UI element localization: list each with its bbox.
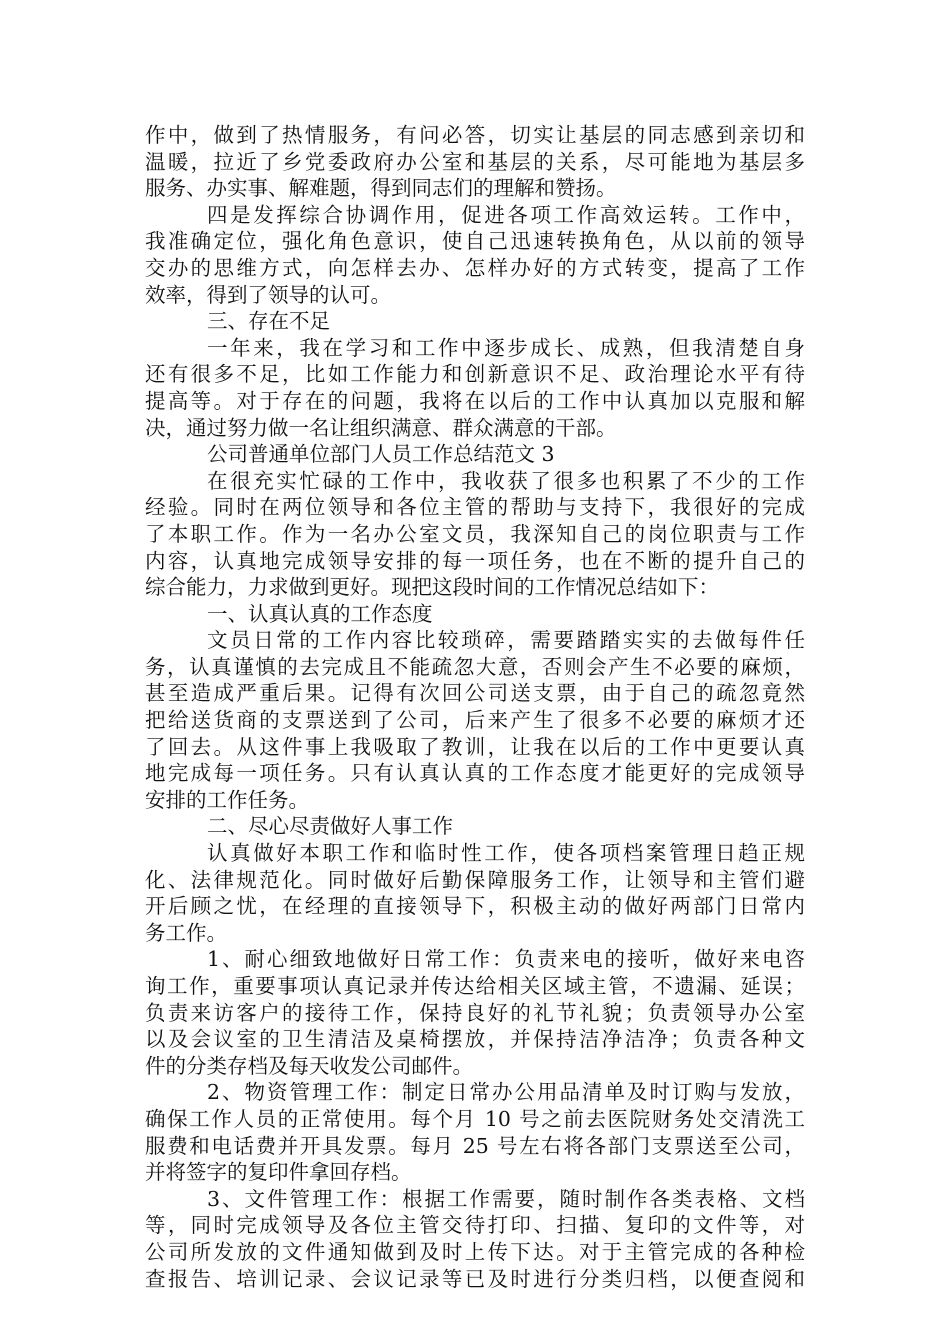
text-line: 安排的工作任务。	[145, 787, 309, 812]
text-line: 在很充实忙碌的工作中，我收获了很多也积累了不少的工作	[207, 468, 805, 493]
text-line: 地完成每一项任务。只有认真认真的工作态度才能更好的完成领导	[145, 761, 805, 786]
text-line: 提高等。对于存在的问题，我将在以后的工作中认真加以克服和解	[145, 388, 805, 413]
text-line: 等，同时完成领导及各位主管交待打印、扫描、复印的文件等，对	[145, 1213, 805, 1238]
text-line: 四是发挥综合协调作用，促进各项工作高效运转。工作中，	[207, 202, 805, 227]
text-line: 认真做好本职工作和临时性工作，使各项档案管理日趋正规	[207, 841, 805, 866]
text-line: 负责来访客户的接待工作，保持良好的礼节礼貌；负责领导办公室	[145, 1000, 805, 1025]
text-line: 文员日常的工作内容比较琐碎，需要踏踏实实的去做每件任	[207, 628, 805, 653]
text-line: 公司普通单位部门人员工作总结范文 3	[207, 442, 555, 467]
text-line: 效率，得到了领导的认可。	[145, 282, 391, 307]
text-line: 作中，做到了热情服务，有问必答，切实让基层的同志感到亲切和	[145, 123, 805, 147]
text-line: 询工作，重要事项认真记录并传达给相关区域主管，不遗漏、延误；	[145, 974, 805, 998]
text-line: 以及会议室的卫生清洁及桌椅摆放，并保持洁净洁净；负责各种文	[145, 1027, 805, 1052]
text-line: 二、尽心尽责做好人事工作	[207, 814, 453, 839]
text-line: 确保工作人员的正常使用。每个月 10 号之前去医院财务处交清洗工	[145, 1106, 805, 1131]
document-body	[145, 122, 805, 1292]
text-line: 1、耐心细致地做好日常工作：负责来电的接听，做好来电咨	[207, 947, 805, 972]
text-line: 件的分类存档及每天收发公司邮件。	[145, 1053, 473, 1078]
text-line: 服务、办实事、解难题，得到同志们的理解和赞扬。	[145, 176, 617, 201]
text-line: 一、认真认真的工作态度	[207, 601, 433, 626]
text-line: 综合能力，力求做到更好。现把这段时间的工作情况总结如下：	[145, 575, 719, 600]
text-line: 了本职工作。作为一名办公室文员，我深知自己的岗位职责与工作	[145, 521, 805, 546]
text-line: 一年来，我在学习和工作中逐步成长、成熟，但我清楚自身	[207, 335, 805, 360]
text-line: 2、物资管理工作：制定日常办公用品清单及时订购与发放，	[207, 1080, 805, 1105]
text-line: 决，通过努力做一名让组织满意、群众满意的干部。	[145, 415, 617, 440]
text-line: 三、存在不足	[207, 309, 330, 334]
text-line: 把给送货商的支票送到了公司，后来产生了很多不必要的麻烦才还	[145, 708, 805, 733]
text-line: 了回去。从这件事上我吸取了教训，让我在以后的工作中更要认真	[145, 734, 805, 759]
text-line: 公司所发放的文件通知做到及时上传下达。对于主管完成的各种检	[145, 1239, 805, 1264]
text-line: 服费和电话费并开具发票。每月 25 号左右将各部门支票送至公司，	[145, 1133, 805, 1158]
text-line: 并将签字的复印件拿回存档。	[145, 1160, 412, 1185]
text-line: 开后顾之忧，在经理的直接领导下，积极主动的做好两部门日常内	[145, 894, 805, 919]
text-line: 3、文件管理工作：根据工作需要，随时制作各类表格、文档	[207, 1186, 805, 1211]
text-line: 务工作。	[145, 920, 227, 945]
text-line: 经验。同时在两位领导和各位主管的帮助与支持下，我很好的完成	[145, 495, 805, 520]
text-line: 务，认真谨慎的去完成且不能疏忽大意，否则会产生不必要的麻烦，	[145, 654, 805, 679]
text-line: 内容，认真地完成领导安排的每一项任务，也在不断的提升自己的	[145, 548, 805, 573]
text-line: 化、法律规范化。同时做好后勤保障服务工作，让领导和主管们避	[145, 867, 805, 892]
text-line: 交办的思维方式，向怎样去办、怎样办好的方式转变，提高了工作	[145, 255, 805, 280]
text-line: 查报告、培训记录、会议记录等已及时进行分类归档，以便查阅和	[145, 1266, 805, 1291]
text-line: 甚至造成严重后果。记得有次回公司送支票，由于自己的疏忽竟然	[145, 681, 805, 706]
text-line: 还有很多不足，比如工作能力和创新意识不足、政治理论水平有待	[145, 362, 805, 387]
text-line: 温暖，拉近了乡党委政府办公室和基层的关系，尽可能地为基层多	[145, 149, 805, 174]
text-line: 我准确定位，强化角色意识，使自己迅速转换角色，从以前的领导	[145, 229, 805, 254]
